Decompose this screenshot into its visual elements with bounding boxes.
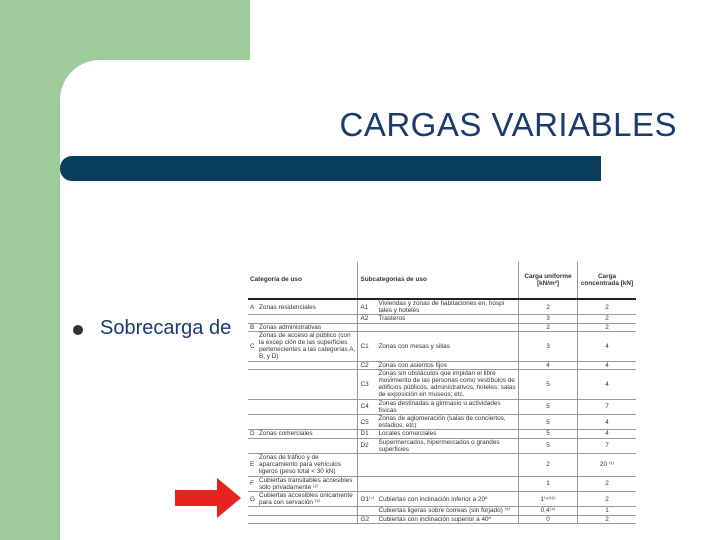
cell-categoria: G [248, 492, 257, 507]
cell-carga-uniforme: 2 [519, 454, 578, 477]
table-row [248, 323, 636, 331]
cell-categoria-desc: Zonas de acceso al público (con la excep ción de las superficies pertenecientes a las categorías A, B, y D) [257, 331, 358, 361]
table-row [248, 515, 636, 523]
table-row [248, 492, 636, 507]
cell-categoria [248, 415, 257, 430]
cell-subcategoria: C2 [358, 361, 376, 369]
cell-categoria-desc [257, 415, 358, 430]
header-categoria: Categoría de uso [248, 262, 358, 299]
cell-categoria: F [248, 476, 257, 491]
cell-carga-concentrada: 7 [578, 399, 637, 414]
cell-categoria [248, 361, 257, 369]
cell-subcategoria: C5 [358, 415, 376, 430]
table-row [248, 369, 636, 399]
header-subcategoria: Subcategorías de uso [358, 262, 519, 299]
load-table [248, 262, 636, 524]
table-body [248, 299, 636, 523]
cell-subcategoria: D1 [358, 430, 376, 438]
cell-subcategoria-desc: Zonas sin obstáculos que impidan el libre movimiento de las personas como vestíbulos de edificios públicos, administrativos, hoteles; salas de exposición en museos; etc. [376, 369, 518, 399]
cell-subcategoria-desc: Viviendas y zonas de habitaciones en, hospi tales y hoteles [376, 299, 518, 315]
cell-subcategoria-desc: Locales comerciales [376, 430, 518, 438]
cell-categoria-desc [257, 438, 358, 453]
table-row [248, 399, 636, 414]
cell-subcategoria-desc: Cubiertas con inclinación inferior a 20º [376, 492, 518, 507]
cell-carga-uniforme: 0 [519, 515, 578, 523]
cell-carga-concentrada: 2 [578, 315, 637, 323]
cell-categoria-desc [257, 515, 358, 523]
cell-subcategoria-desc: Zonas con asientos fijos [376, 361, 518, 369]
cell-carga-concentrada: 1 [578, 507, 637, 515]
cell-carga-uniforme: 4 [519, 361, 578, 369]
cell-subcategoria-desc [376, 454, 518, 477]
cell-subcategoria: A2 [358, 315, 376, 323]
cell-categoria-desc: Zonas de tráfico y de aparcamiento para vehículos ligeros (peso total < 30 kN) [257, 454, 358, 477]
cell-carga-concentrada: 2 [578, 323, 637, 331]
cell-categoria-desc [257, 361, 358, 369]
cell-categoria [248, 507, 257, 515]
cell-categoria [248, 369, 257, 399]
cell-categoria: C [248, 331, 257, 361]
cell-subcategoria: C4 [358, 399, 376, 414]
cell-carga-uniforme: 5 [519, 415, 578, 430]
cell-carga-concentrada: 2 [578, 492, 637, 507]
cell-carga-concentrada: 2 [578, 515, 637, 523]
cell-categoria-desc [257, 507, 358, 515]
cell-categoria: B [248, 323, 257, 331]
cell-categoria-desc [257, 399, 358, 414]
cell-carga-uniforme: 5 [519, 438, 578, 453]
table-row [248, 430, 636, 438]
cell-carga-concentrada: 4 [578, 361, 637, 369]
cell-categoria [248, 399, 257, 414]
cell-categoria-desc [257, 369, 358, 399]
bullet-icon [73, 325, 83, 335]
cell-carga-uniforme: 3 [519, 315, 578, 323]
table-row [248, 415, 636, 430]
load-table-image [248, 262, 636, 523]
table-row [248, 331, 636, 361]
red-arrow-icon [175, 478, 241, 518]
cell-categoria-desc: Zonas comerciales [257, 430, 358, 438]
cell-subcategoria: G2 [358, 515, 376, 523]
red-arrow-shape [175, 478, 241, 518]
cell-carga-concentrada: 20 ⁽¹⁾ [578, 454, 637, 477]
cell-subcategoria [358, 323, 376, 331]
cell-categoria [248, 515, 257, 523]
header-carga-uniforme: Carga uniforme [kN/m²] [519, 262, 578, 299]
bullet-text: Sobrecarga de [100, 317, 232, 339]
title-underline-bar [60, 156, 601, 181]
table-row [248, 438, 636, 453]
cell-categoria: A [248, 299, 257, 315]
cell-carga-concentrada: 2 [578, 476, 637, 491]
slide-title: CARGAS VARIABLES [339, 106, 677, 143]
table-row [248, 315, 636, 323]
cell-subcategoria-desc: Cubiertas con inclinación superior a 40º [376, 515, 518, 523]
cell-subcategoria-desc [376, 476, 518, 491]
cell-categoria [248, 315, 257, 323]
cell-carga-uniforme: 1⁽⁴⁾⁽⁶⁾ [519, 492, 578, 507]
cell-subcategoria [358, 454, 376, 477]
cell-subcategoria: C3 [358, 369, 376, 399]
table-row [248, 476, 636, 491]
cell-subcategoria-desc: Zonas con mesas y sillas [376, 331, 518, 361]
cell-carga-uniforme: 3 [519, 331, 578, 361]
cell-subcategoria-desc: Zonas de aglomeración (salas de conciertos, estadios, etc) [376, 415, 518, 430]
table-row [248, 454, 636, 477]
cell-subcategoria-desc: Supermercados, hipermercados o grandes superficies [376, 438, 518, 453]
table-row [248, 507, 636, 515]
cell-subcategoria-desc: Trasteros [376, 315, 518, 323]
table-row [248, 299, 636, 315]
cell-categoria-desc: Cubiertas transitables accesibles sólo privadamente ⁽²⁾ [257, 476, 358, 491]
cell-subcategoria-desc [376, 323, 518, 331]
cell-carga-concentrada: 4 [578, 430, 637, 438]
cell-carga-concentrada: 2 [578, 299, 637, 315]
cell-categoria-desc: Zonas residenciales [257, 299, 358, 315]
cell-categoria [248, 438, 257, 453]
cell-carga-uniforme: 0,4⁽⁴⁾ [519, 507, 578, 515]
cell-categoria-desc: Zonas administrativas [257, 323, 358, 331]
cell-subcategoria [358, 476, 376, 491]
cell-subcategoria-desc: Zonas destinadas a gimnasio u actividades físicas [376, 399, 518, 414]
header-carga-concentrada: Carga concentrada [kN] [578, 262, 637, 299]
cell-carga-uniforme: 5 [519, 399, 578, 414]
cell-carga-uniforme: 5 [519, 369, 578, 399]
cell-carga-uniforme: 1 [519, 476, 578, 491]
cell-subcategoria [358, 507, 376, 515]
table-row [248, 361, 636, 369]
cell-carga-concentrada: 4 [578, 331, 637, 361]
cell-subcategoria: A1 [358, 299, 376, 315]
cell-carga-uniforme: 2 [519, 323, 578, 331]
cell-carga-concentrada: 7 [578, 438, 637, 453]
cell-carga-uniforme: 2 [519, 299, 578, 315]
cell-subcategoria: D2 [358, 438, 376, 453]
cell-carga-uniforme: 5 [519, 430, 578, 438]
cell-categoria: E [248, 454, 257, 477]
cell-subcategoria-desc: Cubiertas ligeras sobre correas (sin forjado) ⁽⁵⁾ [376, 507, 518, 515]
cell-categoria-desc [257, 315, 358, 323]
cell-carga-concentrada: 4 [578, 369, 637, 399]
cell-subcategoria: G1⁽⁷⁾ [358, 492, 376, 507]
cell-categoria-desc: Cubiertas accesibles únicamente para con servación ⁽³⁾ [257, 492, 358, 507]
cell-categoria: D [248, 430, 257, 438]
cell-subcategoria: C1 [358, 331, 376, 361]
cell-carga-concentrada: 4 [578, 415, 637, 430]
